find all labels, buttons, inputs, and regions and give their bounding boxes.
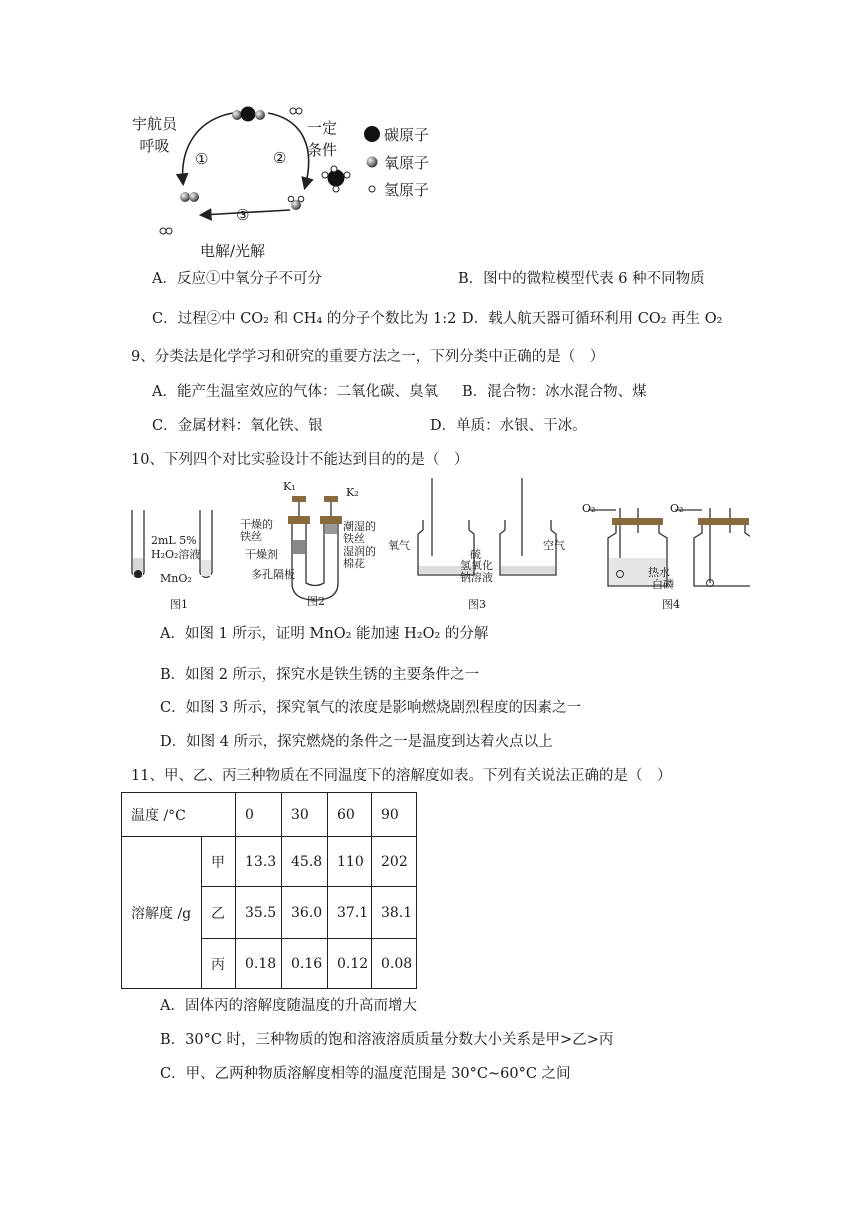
- q11-stem: 11、甲、乙、丙三种物质在不同温度下的溶解度如表。下列有关说法正确的是（ ）: [131, 768, 672, 784]
- table-cell: 35.5: [236, 887, 282, 939]
- fig2-desiccant-label: 干燥剂: [245, 548, 278, 561]
- q8-option-c: C．过程②中 CO₂ 和 CH₄ 的分子个数比为 1:2: [152, 311, 457, 327]
- o2-molecule: [180, 192, 199, 202]
- solubility-header: 溶解度 /g: [122, 837, 202, 989]
- row-name: 丙: [202, 939, 236, 989]
- fig-label-3: 图3: [468, 598, 486, 611]
- fig3-oxygen-label: 氧气: [388, 539, 410, 552]
- fig4-white-p-label: 白磷: [652, 578, 674, 591]
- fig4-o2-right: O₂: [670, 502, 684, 515]
- q11-option-a: A．固体丙的溶解度随温度的升高而增大: [160, 998, 417, 1014]
- legend-hydrogen: 氢原子: [384, 181, 430, 199]
- table-cell: 0.08: [372, 939, 417, 989]
- hydrogen-atom-icon: [369, 186, 375, 192]
- q8-option-d: D．载人航天器可循环利用 CO₂ 再生 O₂: [462, 311, 723, 327]
- fig2-porous-label: 多孔隔板: [251, 568, 295, 581]
- fig3-sulfur-label: 硫: [470, 548, 481, 561]
- table-cell: 38.1: [372, 887, 417, 939]
- h2-molecule: [290, 108, 302, 114]
- step-3: ③: [236, 206, 250, 224]
- q9-option-a: A．能产生温室效应的气体：二氧化碳、臭氧: [152, 384, 438, 400]
- fig4-hot-water-label: 热水: [648, 566, 670, 579]
- fig1-solution-label: 2mL 5%: [151, 534, 197, 547]
- table-cell: 13.3: [236, 837, 282, 887]
- ch4-molecule: [322, 166, 350, 192]
- row-name: 甲: [202, 837, 236, 887]
- step-1: ①: [195, 150, 209, 168]
- q8-option-b: B．图中的微粒模型代表 6 种不同物质: [458, 271, 705, 287]
- table-cell: 36.0: [282, 887, 328, 939]
- row-name: 乙: [202, 887, 236, 939]
- carbon-atom-icon: [364, 126, 380, 142]
- q10-option-d: D．如图 4 所示，探究燃烧的条件之一是温度到达着火点以上: [160, 734, 553, 750]
- fig-label-4: 图4: [662, 598, 680, 611]
- fig3-air-label: 空气: [543, 539, 565, 552]
- q10-stem: 10、下列四个对比实验设计不能达到目的的是（ ）: [131, 452, 469, 468]
- astronaut-label: 宇航员 呼吸: [132, 115, 178, 155]
- table-cell: 45.8: [282, 837, 328, 887]
- fig4-o2-left: O₂: [582, 502, 596, 515]
- fig-label-1: 图1: [170, 598, 188, 611]
- condition-label: 一定 条件: [307, 119, 338, 159]
- step-2: ②: [273, 149, 287, 167]
- table-cell: 0.12: [328, 939, 372, 989]
- fig-label-2: 图2: [307, 595, 325, 608]
- q9-option-d: D．单质：水银、干冰。: [430, 418, 587, 434]
- fig2-wet-wire-label: 潮湿的 铁丝: [343, 520, 376, 545]
- arc-1: [183, 113, 233, 183]
- legend-oxygen: 氧原子: [384, 154, 430, 172]
- temp-0: 0: [236, 793, 282, 837]
- q10-apparatus-figures: [120, 478, 750, 613]
- fig2-k1-label: K₁: [283, 480, 296, 493]
- q11-option-c: C．甲、乙两种物质溶解度相等的温度范围是 30°C~60°C 之间: [160, 1066, 571, 1082]
- table-cell: 110: [328, 837, 372, 887]
- fig3-naoh-label: 氢氧化 钠溶液: [460, 559, 493, 584]
- q9-stem: 9、分类法是化学学习和研究的重要方法之一，下列分类中正确的是（ ）: [131, 349, 605, 365]
- table-cell: 37.1: [328, 887, 372, 939]
- temp-90: 90: [372, 793, 417, 837]
- table-cell: 0.16: [282, 939, 328, 989]
- h2-molecule-bottom: [160, 228, 172, 234]
- oxygen-atom-icon: [367, 157, 378, 168]
- q8-option-a: A．反应①中氧分子不可分: [152, 271, 322, 287]
- table-cell: 202: [372, 837, 417, 887]
- q10-option-a: A．如图 1 所示，证明 MnO₂ 能加速 H₂O₂ 的分解: [160, 626, 489, 642]
- fig1-h2o2-label: H₂O₂溶液: [151, 548, 201, 561]
- temp-60: 60: [328, 793, 372, 837]
- table-cell: 0.18: [236, 939, 282, 989]
- q10-option-b: B．如图 2 所示，探究水是铁生锈的主要条件之一: [160, 667, 480, 683]
- h2o-molecule: [288, 196, 304, 210]
- q9-option-b: B．混合物：冰水混合物、煤: [462, 384, 647, 400]
- solubility-table: [121, 792, 417, 989]
- co2-molecule: [232, 107, 265, 122]
- temp-header: 温度 /°C: [122, 793, 236, 837]
- fig1-mno2-label: MnO₂: [160, 572, 192, 585]
- q9-option-c: C．金属材料：氧化铁、银: [152, 418, 323, 434]
- electrolysis-label: 电解/光解: [200, 242, 266, 260]
- fig2-dry-wire-label: 干燥的 铁丝: [240, 518, 273, 543]
- legend-carbon: 碳原子: [384, 126, 430, 144]
- fig2-k2-label: K₂: [346, 486, 359, 499]
- q10-option-c: C．如图 3 所示，探究氧气的浓度是影响燃烧剧烈程度的因素之一: [160, 700, 582, 716]
- fig2-cotton-label: 湿润的 棉花: [343, 545, 376, 570]
- q11-option-b: B．30°C 时，三种物质的饱和溶液溶质质量分数大小关系是甲>乙>丙: [160, 1032, 614, 1048]
- temp-30: 30: [282, 793, 328, 837]
